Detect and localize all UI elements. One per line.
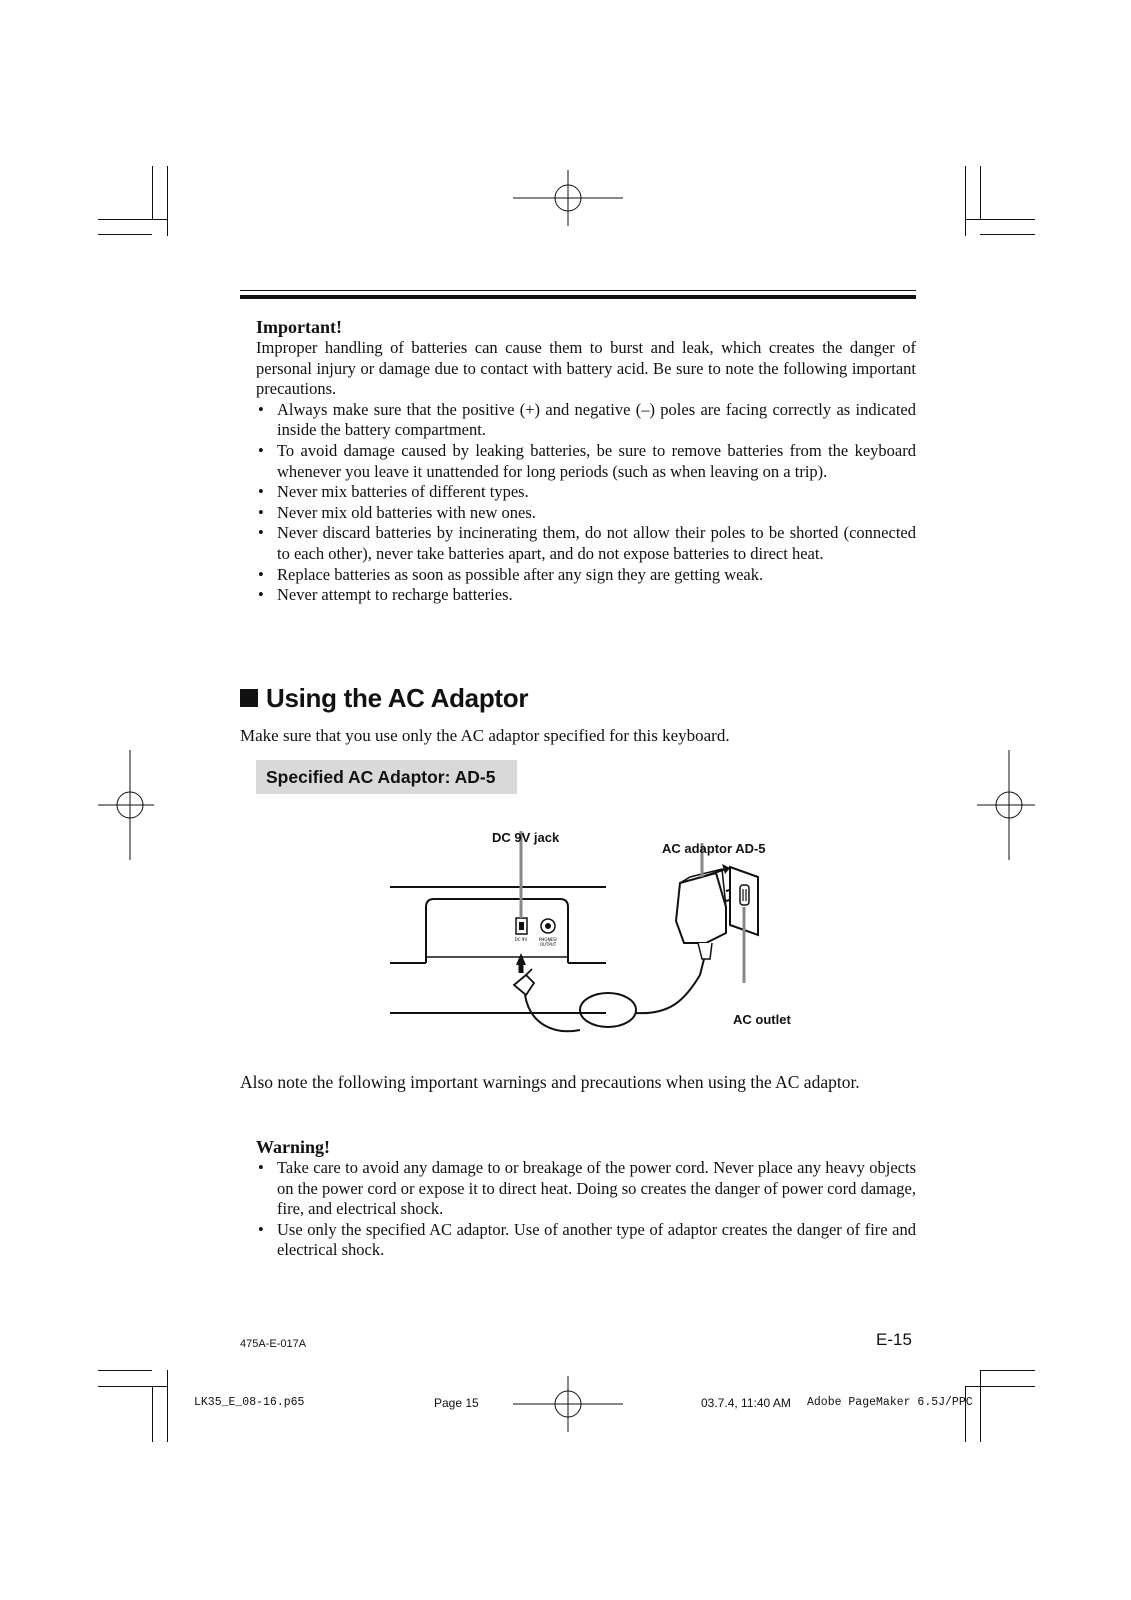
svg-text:DC 9V: DC 9V bbox=[514, 937, 528, 942]
list-item: • Never attempt to recharge batteries. bbox=[256, 585, 916, 606]
crop-mark bbox=[152, 1386, 153, 1442]
crop-mark bbox=[980, 234, 1035, 235]
svg-text:PHONES/: PHONES/ bbox=[539, 937, 557, 942]
crop-mark bbox=[965, 219, 1035, 220]
crop-mark bbox=[98, 1370, 152, 1371]
list-item: • Replace batteries as soon as possible after any sign they are getting weak. bbox=[256, 565, 916, 586]
section-intro: Make sure that you use only the AC adaptor specified for this keyboard. bbox=[240, 726, 730, 745]
important-intro: Improper handling of batteries can cause them to burst and leak, which creates the danger of personal injury or damage due to contact with battery acid. Be sure to note the following important precautions. bbox=[256, 338, 916, 399]
page-label: Page 15 bbox=[434, 1396, 479, 1410]
warning-heading: Warning! bbox=[256, 1137, 331, 1157]
page-number: E-15 bbox=[876, 1330, 912, 1349]
crop-mark bbox=[965, 166, 966, 236]
svg-text:OUTPUT: OUTPUT bbox=[539, 942, 557, 947]
list-item: • Never discard batteries by incinerating them, do not allow their poles to be shorted (connected to each other), never take batteries apart, and do not expose batteries to direct heat. bbox=[256, 523, 916, 564]
list-item: • Never mix batteries of different types. bbox=[256, 482, 916, 503]
registration-mark-bottom bbox=[513, 1376, 623, 1432]
registration-mark-left bbox=[98, 750, 154, 860]
app-name: Adobe PageMaker 6.5J/PPC bbox=[807, 1396, 973, 1409]
crop-mark bbox=[167, 1370, 168, 1442]
list-item: • Use only the specified AC adaptor. Use of another type of adaptor creates the danger of fire and electrical shock. bbox=[256, 1220, 916, 1261]
adaptor-label: AC adaptor AD-5 bbox=[662, 841, 766, 856]
registration-mark-right bbox=[977, 750, 1035, 860]
warning-list bbox=[240, 1158, 916, 1261]
important-block bbox=[240, 316, 916, 606]
file-name: LK35_E_08-16.p65 bbox=[194, 1396, 305, 1409]
crop-mark bbox=[98, 234, 152, 235]
list-item: • Take care to avoid any damage to or breakage of the power cord. Never place any heavy objects on the power cord or expose it to direct heat. Doing so creates the danger of power cord damage, fire, and electrical shock. bbox=[256, 1158, 916, 1220]
outlet-label: AC outlet bbox=[733, 1012, 791, 1027]
section-title bbox=[240, 681, 528, 715]
crop-mark bbox=[965, 1386, 1035, 1387]
crop-mark bbox=[980, 1370, 1035, 1371]
list-item: • Never mix old batteries with new ones. bbox=[256, 503, 916, 524]
timestamp: 03.7.4, 11:40 AM bbox=[701, 1396, 791, 1410]
important-list bbox=[240, 400, 916, 606]
ac-adaptor-note: Also note the following important warnings and precautions when using the AC adaptor. bbox=[240, 1072, 860, 1092]
warning-block bbox=[240, 1136, 916, 1261]
doc-code: 475A-E-017A bbox=[240, 1338, 307, 1350]
crop-mark bbox=[980, 166, 981, 219]
crop-mark bbox=[98, 1386, 168, 1387]
top-rule-thin bbox=[240, 290, 916, 291]
list-item: • Always make sure that the positive (+) and negative (–) poles are facing correctly as indicated inside the battery compartment. bbox=[256, 400, 916, 441]
crop-mark bbox=[980, 1370, 981, 1442]
list-item: • To avoid damage caused by leaking batteries, be sure to remove batteries from the keyboard whenever you leave it unattended for long periods (such as when leaving on a trip). bbox=[256, 441, 916, 482]
dc-jack-label: DC 9V jack bbox=[492, 830, 560, 845]
registration-mark-top bbox=[513, 170, 623, 226]
spec-label-box: Specified AC Adaptor: AD-5 bbox=[256, 760, 517, 794]
top-rule-thick bbox=[240, 295, 916, 299]
section-square-icon bbox=[240, 689, 258, 707]
crop-mark bbox=[965, 1386, 966, 1442]
section-title-text: Using the AC Adaptor bbox=[266, 682, 529, 713]
crop-mark bbox=[152, 166, 153, 219]
crop-mark bbox=[167, 166, 168, 236]
important-heading: Important! bbox=[256, 317, 342, 337]
crop-mark bbox=[98, 219, 168, 220]
